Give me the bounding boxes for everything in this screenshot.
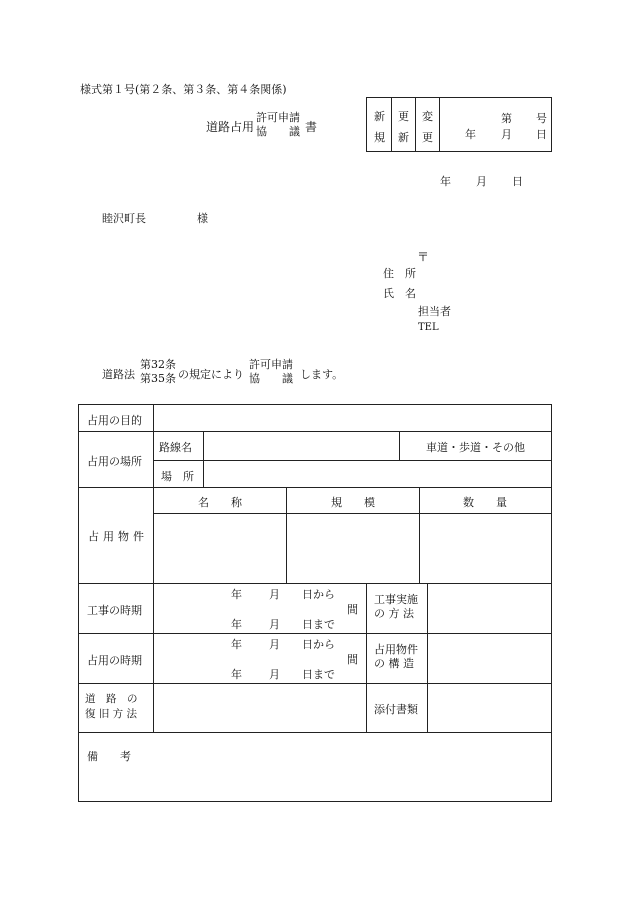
statement-option-consult: 協 議 — [249, 372, 293, 385]
addressee-name: 睦沢町長 — [102, 212, 146, 225]
restore-label-bottom: 復 旧 方 法 — [85, 708, 138, 720]
statement-articles — [140, 358, 176, 386]
type-change-1: 変 — [422, 110, 433, 123]
date-month: 月 — [476, 175, 487, 188]
statement-middle: の規定により — [178, 368, 244, 381]
structure-label-bottom: の 構 造 — [374, 657, 414, 670]
structure-label-top: 占用物件 — [374, 643, 418, 656]
col-quantity-header: 数 量 — [463, 496, 507, 509]
article-32: 第32条 — [140, 358, 176, 371]
title-prefix: 道路占用 — [206, 120, 255, 134]
occupancy-to-year: 年 — [231, 668, 242, 681]
place-label: 場 所 — [161, 470, 194, 483]
col-name-header: 名 称 — [198, 496, 242, 509]
remarks-field[interactable] — [149, 735, 549, 799]
place-field[interactable] — [204, 461, 551, 487]
construction-kan: 間 — [347, 603, 358, 616]
route-type: 車道・歩道・その他 — [426, 441, 525, 454]
object-label: 占用物件 — [88, 530, 148, 543]
construction-method-label-bottom: の 方 法 — [374, 607, 414, 620]
occupancy-to-month: 月 — [269, 668, 280, 681]
construction-method-label — [374, 593, 418, 621]
type-new-1: 新 — [374, 110, 385, 123]
stamp-day: 日 — [536, 128, 547, 141]
form-id: 様式第１号(第２条、第３条、第４条関係) — [80, 83, 287, 96]
object-quantity-field[interactable] — [420, 514, 551, 583]
type-change-2: 更 — [422, 131, 433, 144]
remarks-label: 備 考 — [87, 750, 131, 763]
tel-label: TEL — [418, 322, 439, 333]
statement-option-permit: 許可申請 — [249, 358, 293, 371]
structure-label — [374, 643, 418, 671]
stamp-month: 月 — [501, 128, 512, 141]
attachments-label: 添付書類 — [374, 703, 418, 716]
type-renew-2: 新 — [398, 131, 409, 144]
date-day: 日 — [512, 175, 523, 188]
construction-from-day: 日から — [302, 588, 335, 601]
restore-label-top: 道 路 の — [85, 693, 138, 705]
article-35: 第35条 — [140, 372, 176, 385]
col-scale-header: 規 模 — [331, 496, 375, 509]
statement-end: します。 — [300, 368, 344, 381]
number-dai: 第 — [501, 112, 512, 125]
occupancy-from-day: 日から — [302, 638, 335, 651]
route-label: 路線名 — [159, 441, 192, 454]
addressee-sama: 様 — [197, 212, 208, 225]
application-type-box — [366, 97, 552, 152]
restore-method-field[interactable] — [154, 684, 366, 732]
construction-from-year: 年 — [231, 588, 242, 601]
name-label: 氏 名 — [383, 287, 416, 300]
construction-from-month: 月 — [269, 588, 280, 601]
postal-mark: 〒 — [417, 250, 430, 264]
statement-options — [249, 358, 293, 386]
address-label: 住 所 — [383, 267, 416, 280]
occupancy-period-label: 占用の時期 — [87, 654, 142, 667]
occupancy-to-day: 日まで — [302, 668, 335, 681]
occupancy-from-year: 年 — [231, 638, 242, 651]
title-suffix: 書 — [305, 120, 318, 134]
construction-to-day: 日まで — [302, 618, 335, 631]
route-field[interactable] — [204, 432, 398, 460]
object-name-field[interactable] — [154, 514, 285, 583]
structure-field[interactable] — [428, 634, 551, 683]
contact-label: 担当者 — [418, 305, 451, 318]
restore-label — [85, 692, 147, 722]
type-renew-1: 更 — [398, 110, 409, 123]
construction-to-year: 年 — [231, 618, 242, 631]
purpose-field[interactable] — [154, 406, 551, 431]
number-go: 号 — [536, 112, 547, 125]
construction-method-field[interactable] — [428, 584, 551, 633]
title-options — [256, 111, 300, 139]
title-option-consult: 協 議 — [256, 125, 300, 138]
purpose-label: 占用の目的 — [87, 414, 142, 427]
occupancy-kan: 間 — [347, 653, 358, 666]
type-new-2: 規 — [374, 131, 385, 144]
construction-method-label-top: 工事実施 — [374, 593, 418, 606]
object-scale-field[interactable] — [287, 514, 418, 583]
location-label: 占用の場所 — [87, 455, 142, 468]
application-table — [78, 404, 552, 802]
attachments-field[interactable] — [428, 684, 551, 732]
title-option-permit: 許可申請 — [256, 111, 300, 124]
date-year: 年 — [440, 175, 451, 188]
statement-law: 道路法 — [102, 368, 135, 381]
stamp-year: 年 — [465, 128, 476, 141]
construction-period-label: 工事の時期 — [87, 604, 142, 617]
construction-to-month: 月 — [269, 618, 280, 631]
occupancy-from-month: 月 — [269, 638, 280, 651]
